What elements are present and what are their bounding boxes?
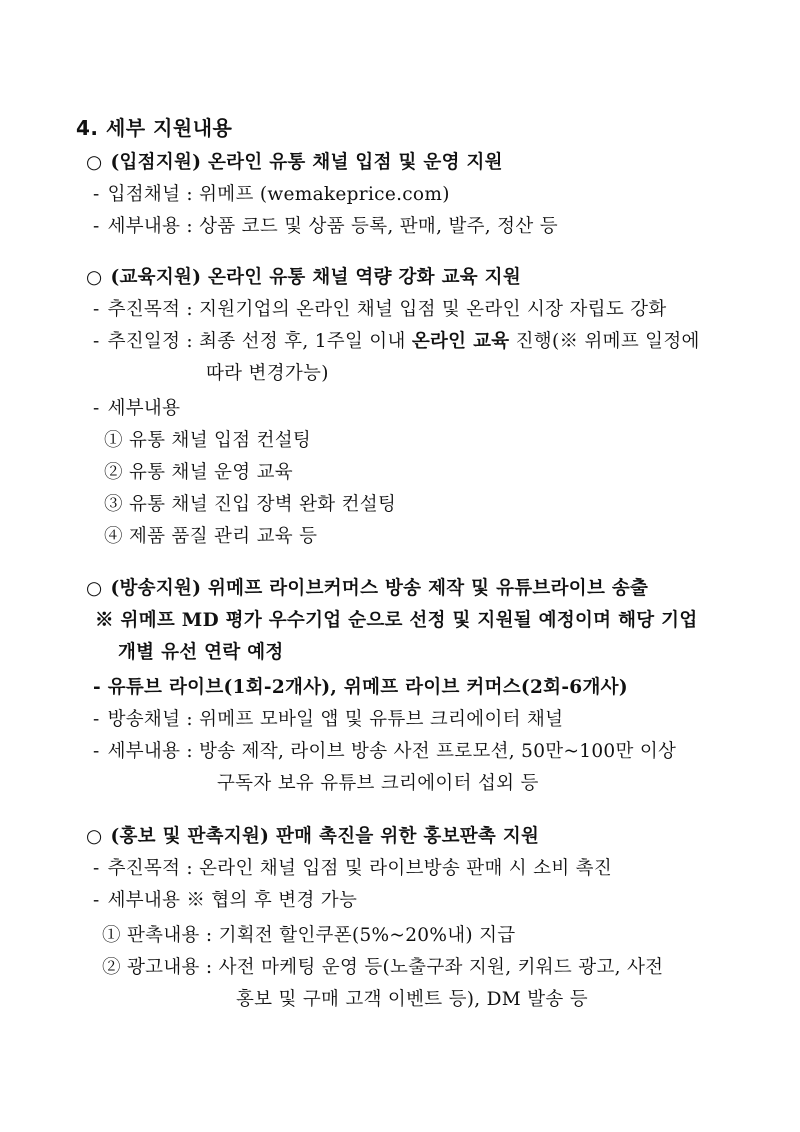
circled-number: ② <box>104 462 123 483</box>
circle-bullet-icon: ○ <box>86 267 103 288</box>
list-item: - 추진목적 : 지원기업의 온라인 채널 입점 및 온라인 시장 자립도 강화 <box>93 299 667 320</box>
numbered-item: ③ 유통 채널 진입 장벽 완화 컨설팅 <box>104 494 397 515</box>
list-item-continuation: 따라 변경가능) <box>206 363 329 384</box>
section-title-education: ○ (교육지원) 온라인 유통 채널 역량 강화 교육 지원 <box>86 267 521 288</box>
circled-number: ② <box>102 957 121 978</box>
list-item: - 세부내용 <box>93 398 181 419</box>
section-title-promotion: ○ (홍보 및 판촉지원) 판매 촉진을 위한 홍보판촉 지원 <box>86 826 540 847</box>
dash-icon: - <box>93 741 100 762</box>
dash-icon: - <box>93 858 100 879</box>
numbered-item: ① 유통 채널 입점 컨설팅 <box>104 430 312 451</box>
circled-number: ④ <box>104 526 123 547</box>
list-item: - 입점채널 : 위메프 (wemakeprice.com) <box>93 184 450 205</box>
bold-list-item: - 유튜브 라이브(1회-2개사), 위메프 라이브 커머스(2회-6개사) <box>93 677 628 698</box>
list-item-continuation: 구독자 보유 유튜브 크리에이터 섭외 등 <box>217 773 539 794</box>
dash-icon: - <box>93 709 100 730</box>
dash-icon: - <box>93 331 100 352</box>
circle-bullet-icon: ○ <box>86 578 103 599</box>
circled-number: ① <box>102 925 121 946</box>
circle-bullet-icon: ○ <box>86 152 103 173</box>
circle-bullet-icon: ○ <box>86 826 103 847</box>
numbered-item: ② 광고내용 : 사전 마케팅 운영 등(노출구좌 지원, 키워드 광고, 사전 <box>102 957 664 978</box>
circled-number: ③ <box>104 494 123 515</box>
list-item: - 세부내용 : 상품 코드 및 상품 등록, 판매, 발주, 정산 등 <box>93 216 558 237</box>
numbered-item: ① 판촉내용 : 기획전 할인쿠폰(5%~20%내) 지급 <box>102 925 516 946</box>
circled-number: ① <box>104 430 123 451</box>
list-item: - 추진목적 : 온라인 채널 입점 및 라이브방송 판매 시 소비 촉진 <box>93 858 613 879</box>
numbered-item: ② 유통 채널 운영 교육 <box>104 462 293 483</box>
list-item: - 세부내용 : 방송 제작, 라이브 방송 사전 프로모션, 50만~100만 이상 <box>93 741 677 762</box>
section-title-listing: ○ (입점지원) 온라인 유통 채널 입점 및 운영 지원 <box>86 152 503 173</box>
dash-icon: - <box>93 398 100 419</box>
dash-icon: - <box>93 890 100 911</box>
dash-icon: - <box>93 184 100 205</box>
note-line-continuation: 개별 유선 연락 예정 <box>118 642 284 663</box>
note-line: ※ 위메프 MD 평가 우수기업 순으로 선정 및 지원될 예정이며 해당 기업 <box>95 610 698 631</box>
list-item: - 세부내용 ※ 협의 후 변경 가능 <box>93 890 358 911</box>
dash-icon: - <box>93 299 100 320</box>
numbered-item: ④ 제품 품질 관리 교육 등 <box>104 526 318 547</box>
section-title-broadcast: ○ (방송지원) 위메프 라이브커머스 방송 제작 및 유튜브라이브 송출 <box>86 578 649 599</box>
list-item: - 방송채널 : 위메프 모바일 앱 및 유튜브 크리에이터 채널 <box>93 709 564 730</box>
bold-emphasis: 온라인 교육 <box>411 331 510 352</box>
numbered-item-continuation: 홍보 및 구매 고객 이벤트 등), DM 발송 등 <box>236 989 588 1010</box>
list-item: - 추진일정 : 최종 선정 후, 1주일 이내 온라인 교육 진행(※ 위메프 일정에 <box>93 331 700 352</box>
dash-icon: - <box>93 216 100 237</box>
section-heading: 4. 세부 지원내용 <box>76 116 233 140</box>
